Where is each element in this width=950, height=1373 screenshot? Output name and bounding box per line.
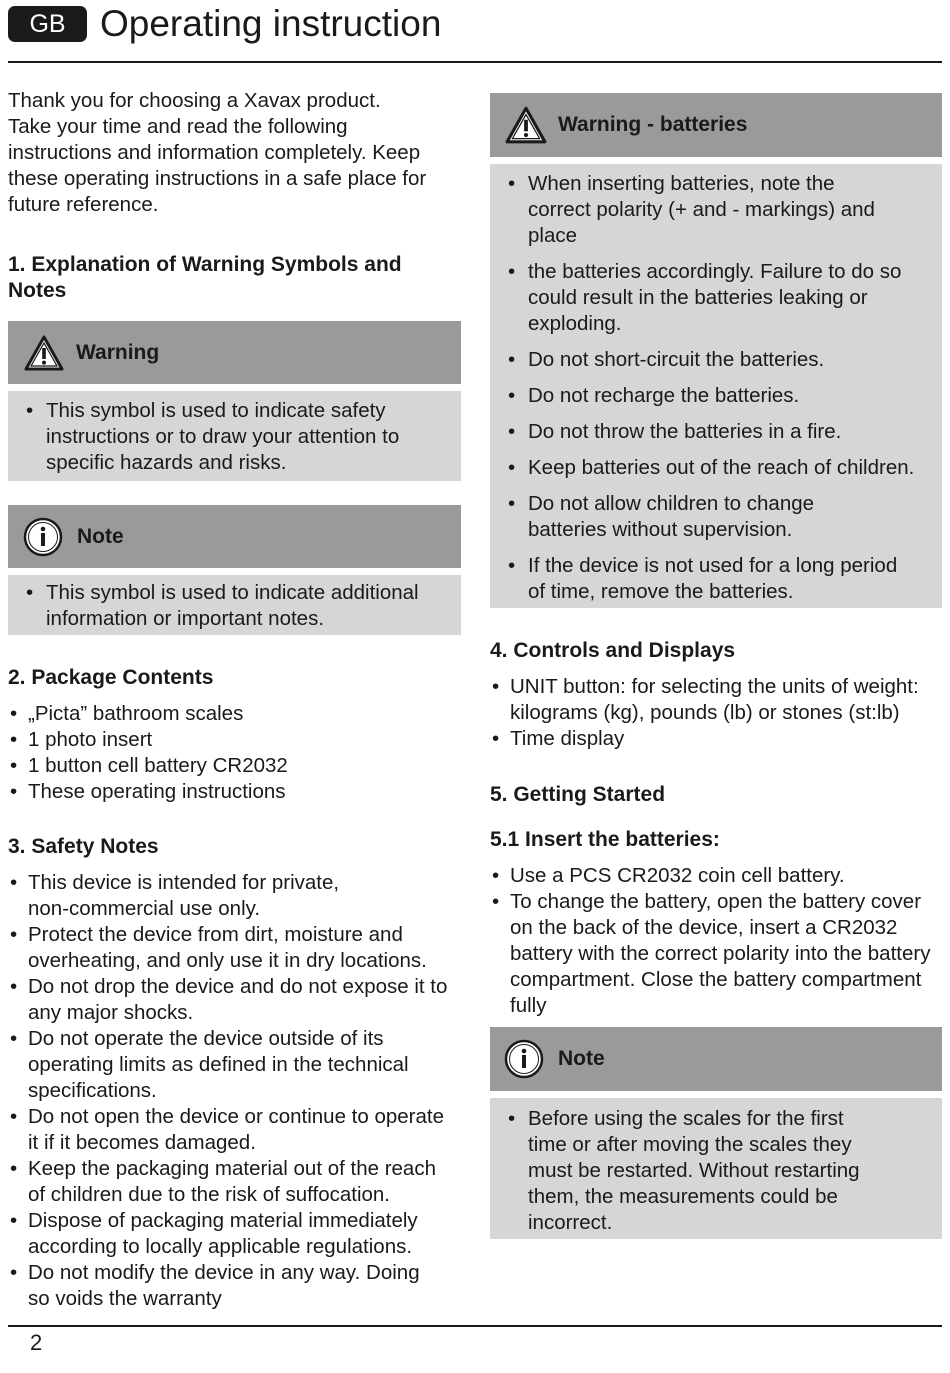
list-item: • 1 button cell battery CR2032 xyxy=(8,753,463,779)
warning-box-title: Warning xyxy=(76,340,160,364)
list-item: • When inserting batteries, note the correct polarity (+ and - markings) and place xyxy=(490,171,934,249)
list-item: • Do not open the device or continue to operate it if it becomes damaged. xyxy=(8,1104,463,1156)
battery-warning-header xyxy=(490,93,942,157)
list-item: • Before using the scales for the first time or after moving the scales they must be restarted. Without restarting them, the measurements could be incorrect. xyxy=(490,1106,932,1236)
page-number: 2 xyxy=(30,1330,43,1355)
list-item: • Do not modify the device in any way. Doing so voids the warranty xyxy=(8,1260,463,1312)
list-item: • Do not throw the batteries in a fire. xyxy=(490,419,934,445)
language-badge: GB xyxy=(8,6,87,42)
safety-notes-list xyxy=(8,870,463,1312)
list-item: • Do not allow children to change batteries without supervision. xyxy=(490,491,934,543)
list-item: • „Picta” bathroom scales xyxy=(8,701,463,727)
insert-batteries-list xyxy=(490,863,942,1019)
info-circle-icon xyxy=(23,517,63,557)
note-box xyxy=(8,505,461,635)
list-item: • Protect the device from dirt, moisture and overheating, and only use it in dry locations. xyxy=(8,922,463,974)
page-title: Operating instruction xyxy=(100,3,442,44)
list-item: • This symbol is used to indicate additional information or important notes. xyxy=(8,580,451,632)
list-item: • If the device is not used for a long period of time, remove the batteries. xyxy=(490,553,934,605)
list-item: • This device is intended for private, non-commercial use only. xyxy=(8,870,463,922)
list-item: • Do not drop the device and do not expose it to any major shocks. xyxy=(8,974,463,1026)
header-divider xyxy=(8,61,942,63)
list-item: • Do not operate the device outside of its operating limits as defined in the technical specifications. xyxy=(8,1026,463,1104)
list-item: • 1 photo insert xyxy=(8,727,463,753)
note-box xyxy=(490,1027,942,1239)
list-item: • Do not short-circuit the batteries. xyxy=(490,347,934,373)
list-item: • Keep the packaging material out of the reach of children due to the risk of suffocation. xyxy=(8,1156,463,1208)
section-4-heading: 4. Controls and Displays xyxy=(490,639,736,662)
note-box-body xyxy=(8,575,461,635)
battery-warning-body xyxy=(490,164,942,608)
list-item: • Do not recharge the batteries. xyxy=(490,383,934,409)
note-box-title: Note xyxy=(77,524,124,548)
right-column xyxy=(490,93,942,1239)
list-item: • This symbol is used to indicate safety instructions or to draw your attention to specific hazards and risks. xyxy=(8,398,451,476)
info-circle-icon xyxy=(504,1039,544,1079)
list-item: • Use a PCS CR2032 coin cell battery. xyxy=(490,863,942,889)
section-1-heading: 1. Explanation of Warning Symbols and Notes xyxy=(8,253,402,302)
note-box-header xyxy=(490,1027,942,1091)
intro-text: Thank you for choosing a Xavax product. Take your time and read the following instructions and information completely. Keep these operating instructions in a safe place for future reference. xyxy=(8,89,427,216)
section-2-heading: 2. Package Contents xyxy=(8,666,214,689)
note-box-title: Note xyxy=(558,1047,605,1070)
list-item: • Dispose of packaging material immediately according to locally applicable regulations. xyxy=(8,1208,463,1260)
warning-triangle-icon xyxy=(23,334,65,372)
note-box-header xyxy=(8,505,461,568)
list-item: • Time display xyxy=(490,726,942,752)
section-5-1-heading: 5.1 Insert the batteries: xyxy=(490,828,720,851)
left-column xyxy=(8,88,463,1312)
list-item: • Keep batteries out of the reach of children. xyxy=(490,455,934,481)
list-item: • These operating instructions xyxy=(8,779,463,805)
warning-box-header xyxy=(8,321,461,384)
battery-warning-title: Warning - batteries xyxy=(558,113,748,136)
footer-divider xyxy=(8,1325,942,1327)
note-box-body xyxy=(490,1098,942,1239)
section-5-heading: 5. Getting Started xyxy=(490,783,666,806)
controls-list xyxy=(490,674,942,752)
list-item: • the batteries accordingly. Failure to do so could result in the batteries leaking or exploding. xyxy=(490,259,934,337)
list-item: • To change the battery, open the battery cover on the back of the device, insert a CR2032 battery with the correct polarity into the battery compartment. Close the battery compartment fully xyxy=(490,889,942,1019)
warning-box-body xyxy=(8,391,461,481)
warning-box xyxy=(8,321,461,481)
battery-warning-box xyxy=(490,93,942,608)
package-contents-list xyxy=(8,701,463,805)
list-item: • UNIT button: for selecting the units of weight: kilograms (kg), pounds (lb) or stones (st:lb) xyxy=(490,674,942,726)
section-3-heading: 3. Safety Notes xyxy=(8,835,159,858)
warning-triangle-icon xyxy=(504,105,548,145)
